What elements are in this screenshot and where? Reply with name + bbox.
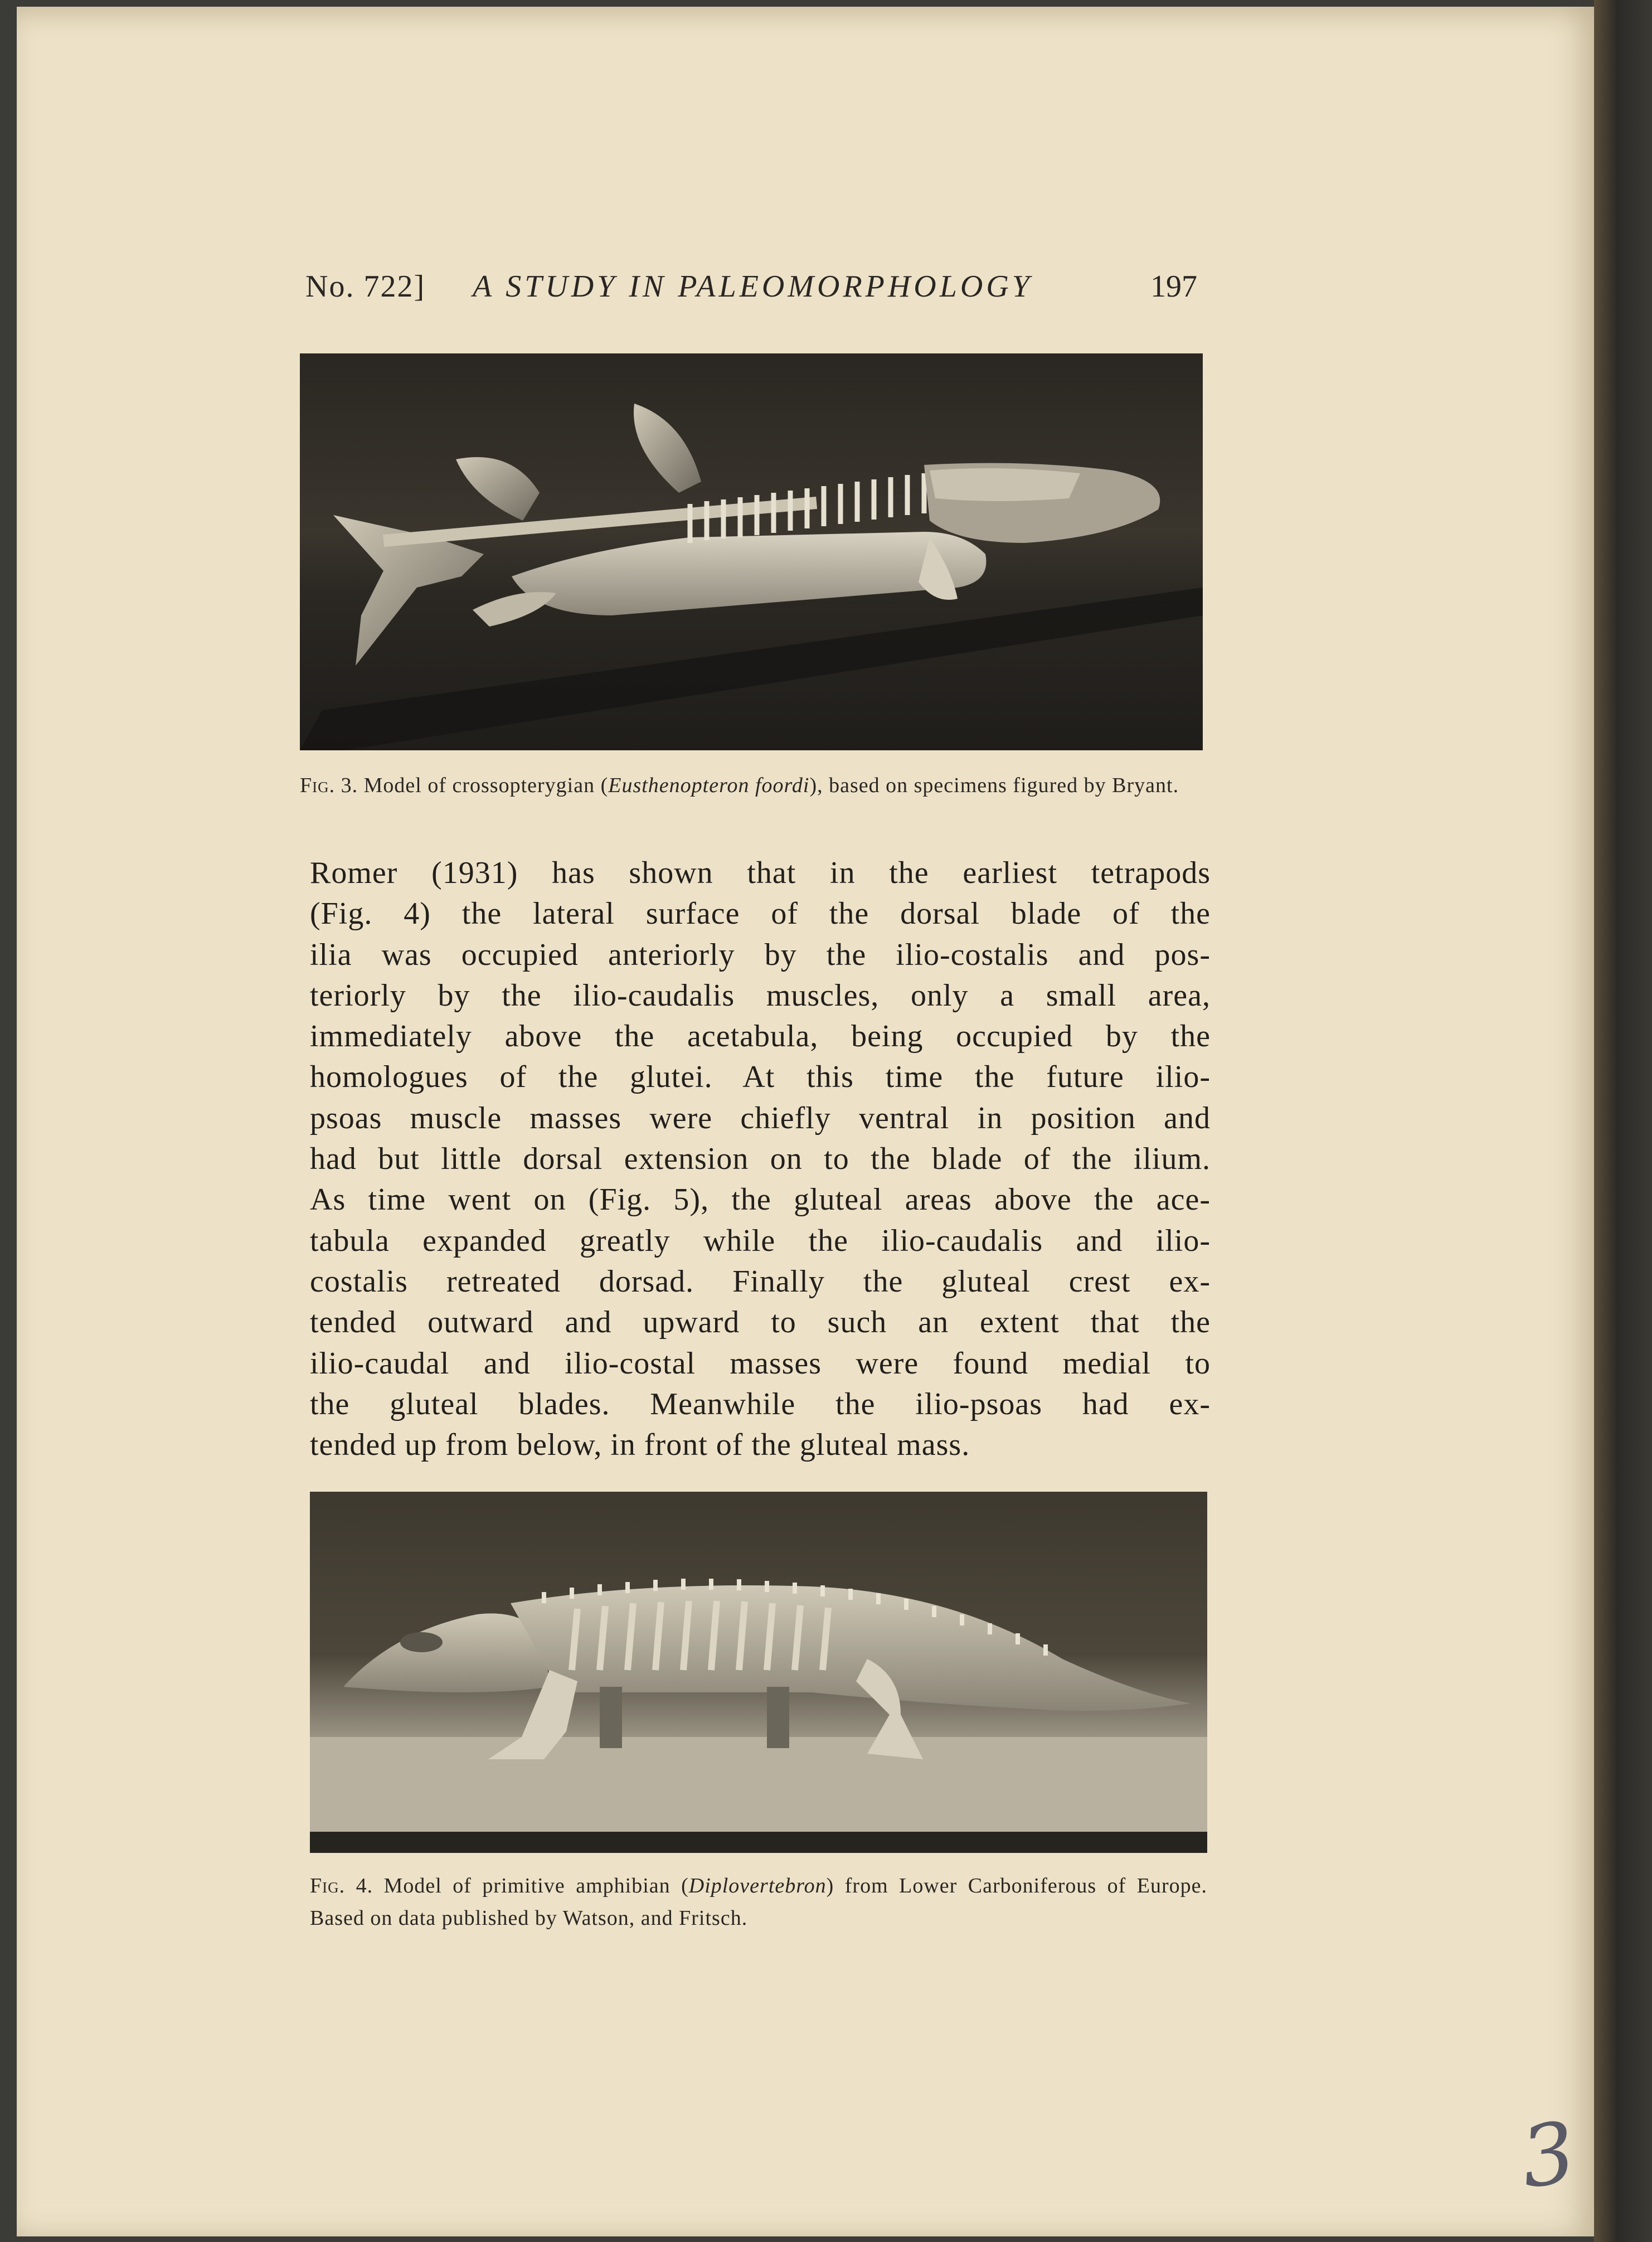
figure-3-caption-start: Model of crossopterygian ( [363, 774, 609, 797]
handwritten-page-mark: 3 [1515, 2104, 1582, 2207]
body-line: As time went on (Fig. 5), the gluteal areas above the ace- [310, 1182, 1211, 1217]
body-line: psoas muscle masses were chiefly ventral in position and [310, 1100, 1211, 1135]
figure-3-caption-end: ), based on specimens figured by Bryant. [809, 774, 1179, 797]
fish-skeleton-model-image [300, 353, 1203, 750]
issue-number: No. 722] [305, 269, 426, 304]
figure-4-caption-start: Model of primitive amphibian ( [383, 1874, 689, 1898]
body-line: (Fig. 4) the lateral surface of the dorsal blade of the [310, 896, 1211, 931]
body-line: homologues of the glutei. At this time the future ilio- [310, 1060, 1211, 1095]
body-line: ilia was occupied anteriorly by the ilio-costalis and pos- [310, 937, 1211, 972]
body-line: tabula expanded greatly while the ilio-caudalis and ilio- [310, 1223, 1211, 1258]
running-head [305, 269, 1197, 313]
book-edge [1594, 0, 1652, 2242]
figure-4-photo [310, 1492, 1207, 1853]
amphibian-skeleton-model-image [310, 1492, 1207, 1853]
body-line: had but little dorsal extension on to the blade of the ilium. [310, 1142, 1211, 1177]
figure-3-photo [300, 353, 1203, 750]
figure-4-caption-end: ) from Lower Carboniferous of Europe. Based on data published by Watson, and Fritsch. [310, 1874, 1208, 1930]
figure-3-label: Fig. 3. [300, 774, 358, 797]
body-line: ilio-caudal and ilio-costal masses were found medial to [310, 1346, 1211, 1381]
body-line: the gluteal blades. Meanwhile the ilio-psoas had ex- [310, 1386, 1211, 1421]
body-paragraph [310, 853, 1211, 1465]
body-line: tended outward and upward to such an extent that the [310, 1305, 1211, 1340]
figure-3-caption [300, 769, 1203, 802]
body-line: costalis retreated dorsad. Finally the gluteal crest ex- [310, 1264, 1211, 1299]
figure-3-species: Eusthenopteron foordi [608, 774, 810, 797]
page-number: 197 [1150, 269, 1197, 304]
body-line: immediately above the acetabula, being occupied by the [310, 1019, 1211, 1054]
figure-4-species: Diplovertebron [688, 1874, 827, 1898]
body-line: teriorly by the ilio-caudalis muscles, only a small area, [310, 978, 1211, 1013]
body-line: tended up from below, in front of the gluteal mass. [310, 1428, 970, 1463]
body-line: Romer (1931) has shown that in the earliest tetrapods [310, 856, 1211, 890]
running-title: A STUDY IN PALEOMORPHOLOGY [473, 269, 1033, 304]
figure-4-caption [310, 1870, 1207, 1934]
figure-4-label: Fig. 4. [310, 1874, 373, 1898]
